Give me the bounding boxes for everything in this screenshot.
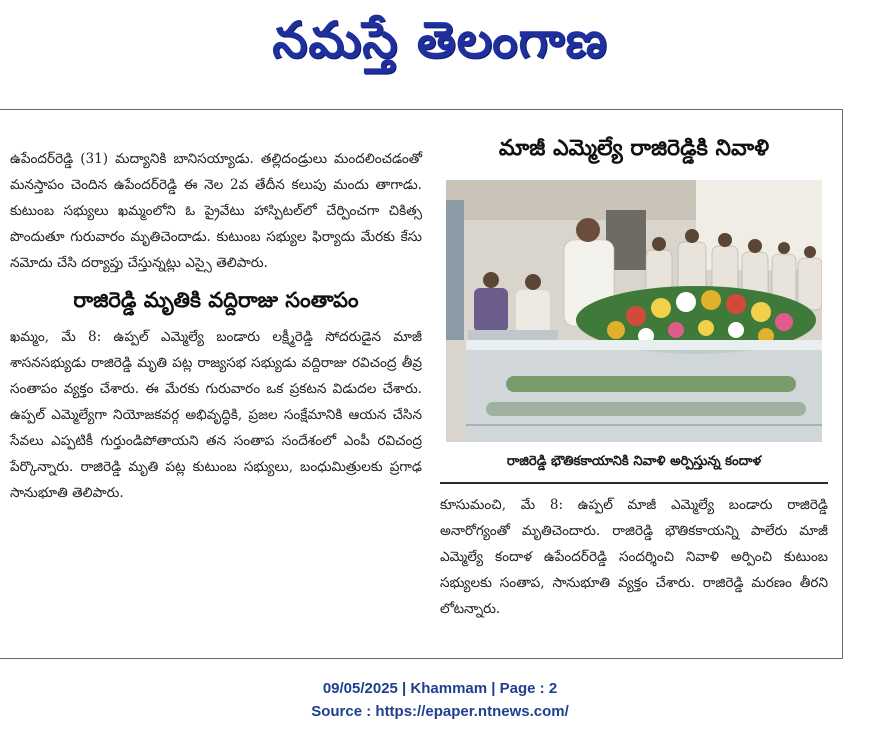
- masthead: [0, 0, 880, 92]
- news-clipping: [0, 109, 843, 659]
- left-column: [10, 146, 422, 506]
- photo-caption: రాజిరెడ్డి భౌతికకాయానికి నివాళి అర్పిస్తున్న కందాళ: [440, 454, 828, 484]
- tribute-story: కూసుమంచి, మే 8: ఉప్పల్ మాజీ ఎమ్మెల్యే బండారు రాజిరెడ్డి అనారోగ్యంతో మృతిచెందారు. రాజిరెడ్డి భౌతికకాయన్ని పాలేరు మాజీ ఎమ్మెల్యే కందాళ ఉపేందర్‌రెడ్డి సందర్శించి నివాళి అర్పించి కుటుంబ సభ్యులకు సంతాప, సానుభూతి వ్యక్తం చేశారు. రాజిరెడ్డి మరణం తీరని లోటన్నారు.: [440, 497, 828, 617]
- intro-paragraph: ఉపేందర్‌రెడ్డి (31) మద్యానికి బానిసయ్యాడు. తల్లిదండ్రులు మందలించడంతో మనస్తాపం చెందిన ఉపేందర్‌రెడ్డి ఈ నెల 2వ తేదీన కలుపు మందు తాగాడు. కుటుంబ సభ్యులు ఖమ్మంలోని ఓ ప్రైవేటు హాస్పిటల్‌లో చేర్పించగా చికిత్స పొందుతూ గురువారం మృతిచెందాడు. కుటుంబ సభ్యుల ఫిర్యాదు మేరకు కేసు నమోదు చేసి దర్యాప్తు చేస్తున్నట్లు ఎస్సై తెలిపారు.: [10, 151, 422, 271]
- newspaper-title: నమస్తే తెలంగాణ: [272, 10, 608, 69]
- tribute-headline: మాజీ ఎమ్మెల్యే రాజిరెడ్డికి నివాళి: [498, 136, 770, 161]
- news-photo: [446, 180, 822, 442]
- tribute-photo-illustration: [446, 180, 822, 442]
- edition-info: 09/05/2025 | Khammam | Page : 2: [322, 680, 558, 697]
- condolence-headline: రాజిరెడ్డి మృతికి వద్దిరాజు సంతాపం: [73, 288, 359, 312]
- condolence-story: ఖమ్మం, మే 8: ఉప్పల్ ఎమ్మెల్యే బండారు లక్ష్మీరెడ్డి సోదరుడైన మాజీ శాసనసభ్యుడు రాజిరెడ్డి మృతి పట్ల రాజ్యసభ సభ్యుడు వద్దిరాజు రవిచంద్ర తీవ్ర సంతాపం వ్యక్తం చేశారు. ఈ మేరకు గురువారం ఒక ప్రకటన విడుదల చేశారు. ఉప్పల్ ఎమ్మెల్యేగా నియోజకవర్గ అభివృద్ధికి, ప్రజల సంక్షేమానికి ఆయన చేసిన సేవలు ఎప్పటికీ గుర్తుండిపోతాయని తన సంతాప సందేశంలో ఎంపీ రవిచంద్ర పేర్కొన్నారు. రాజిరెడ్డి మృతి పట్ల కుటుంబ సభ్యులు, బంధుమిత్రులకు ప్రగాఢ సానుభూతి తెలిపారు.: [10, 329, 422, 501]
- right-column: [440, 136, 828, 622]
- source-link[interactable]: Source : https://epaper.ntnews.com/: [311, 703, 569, 720]
